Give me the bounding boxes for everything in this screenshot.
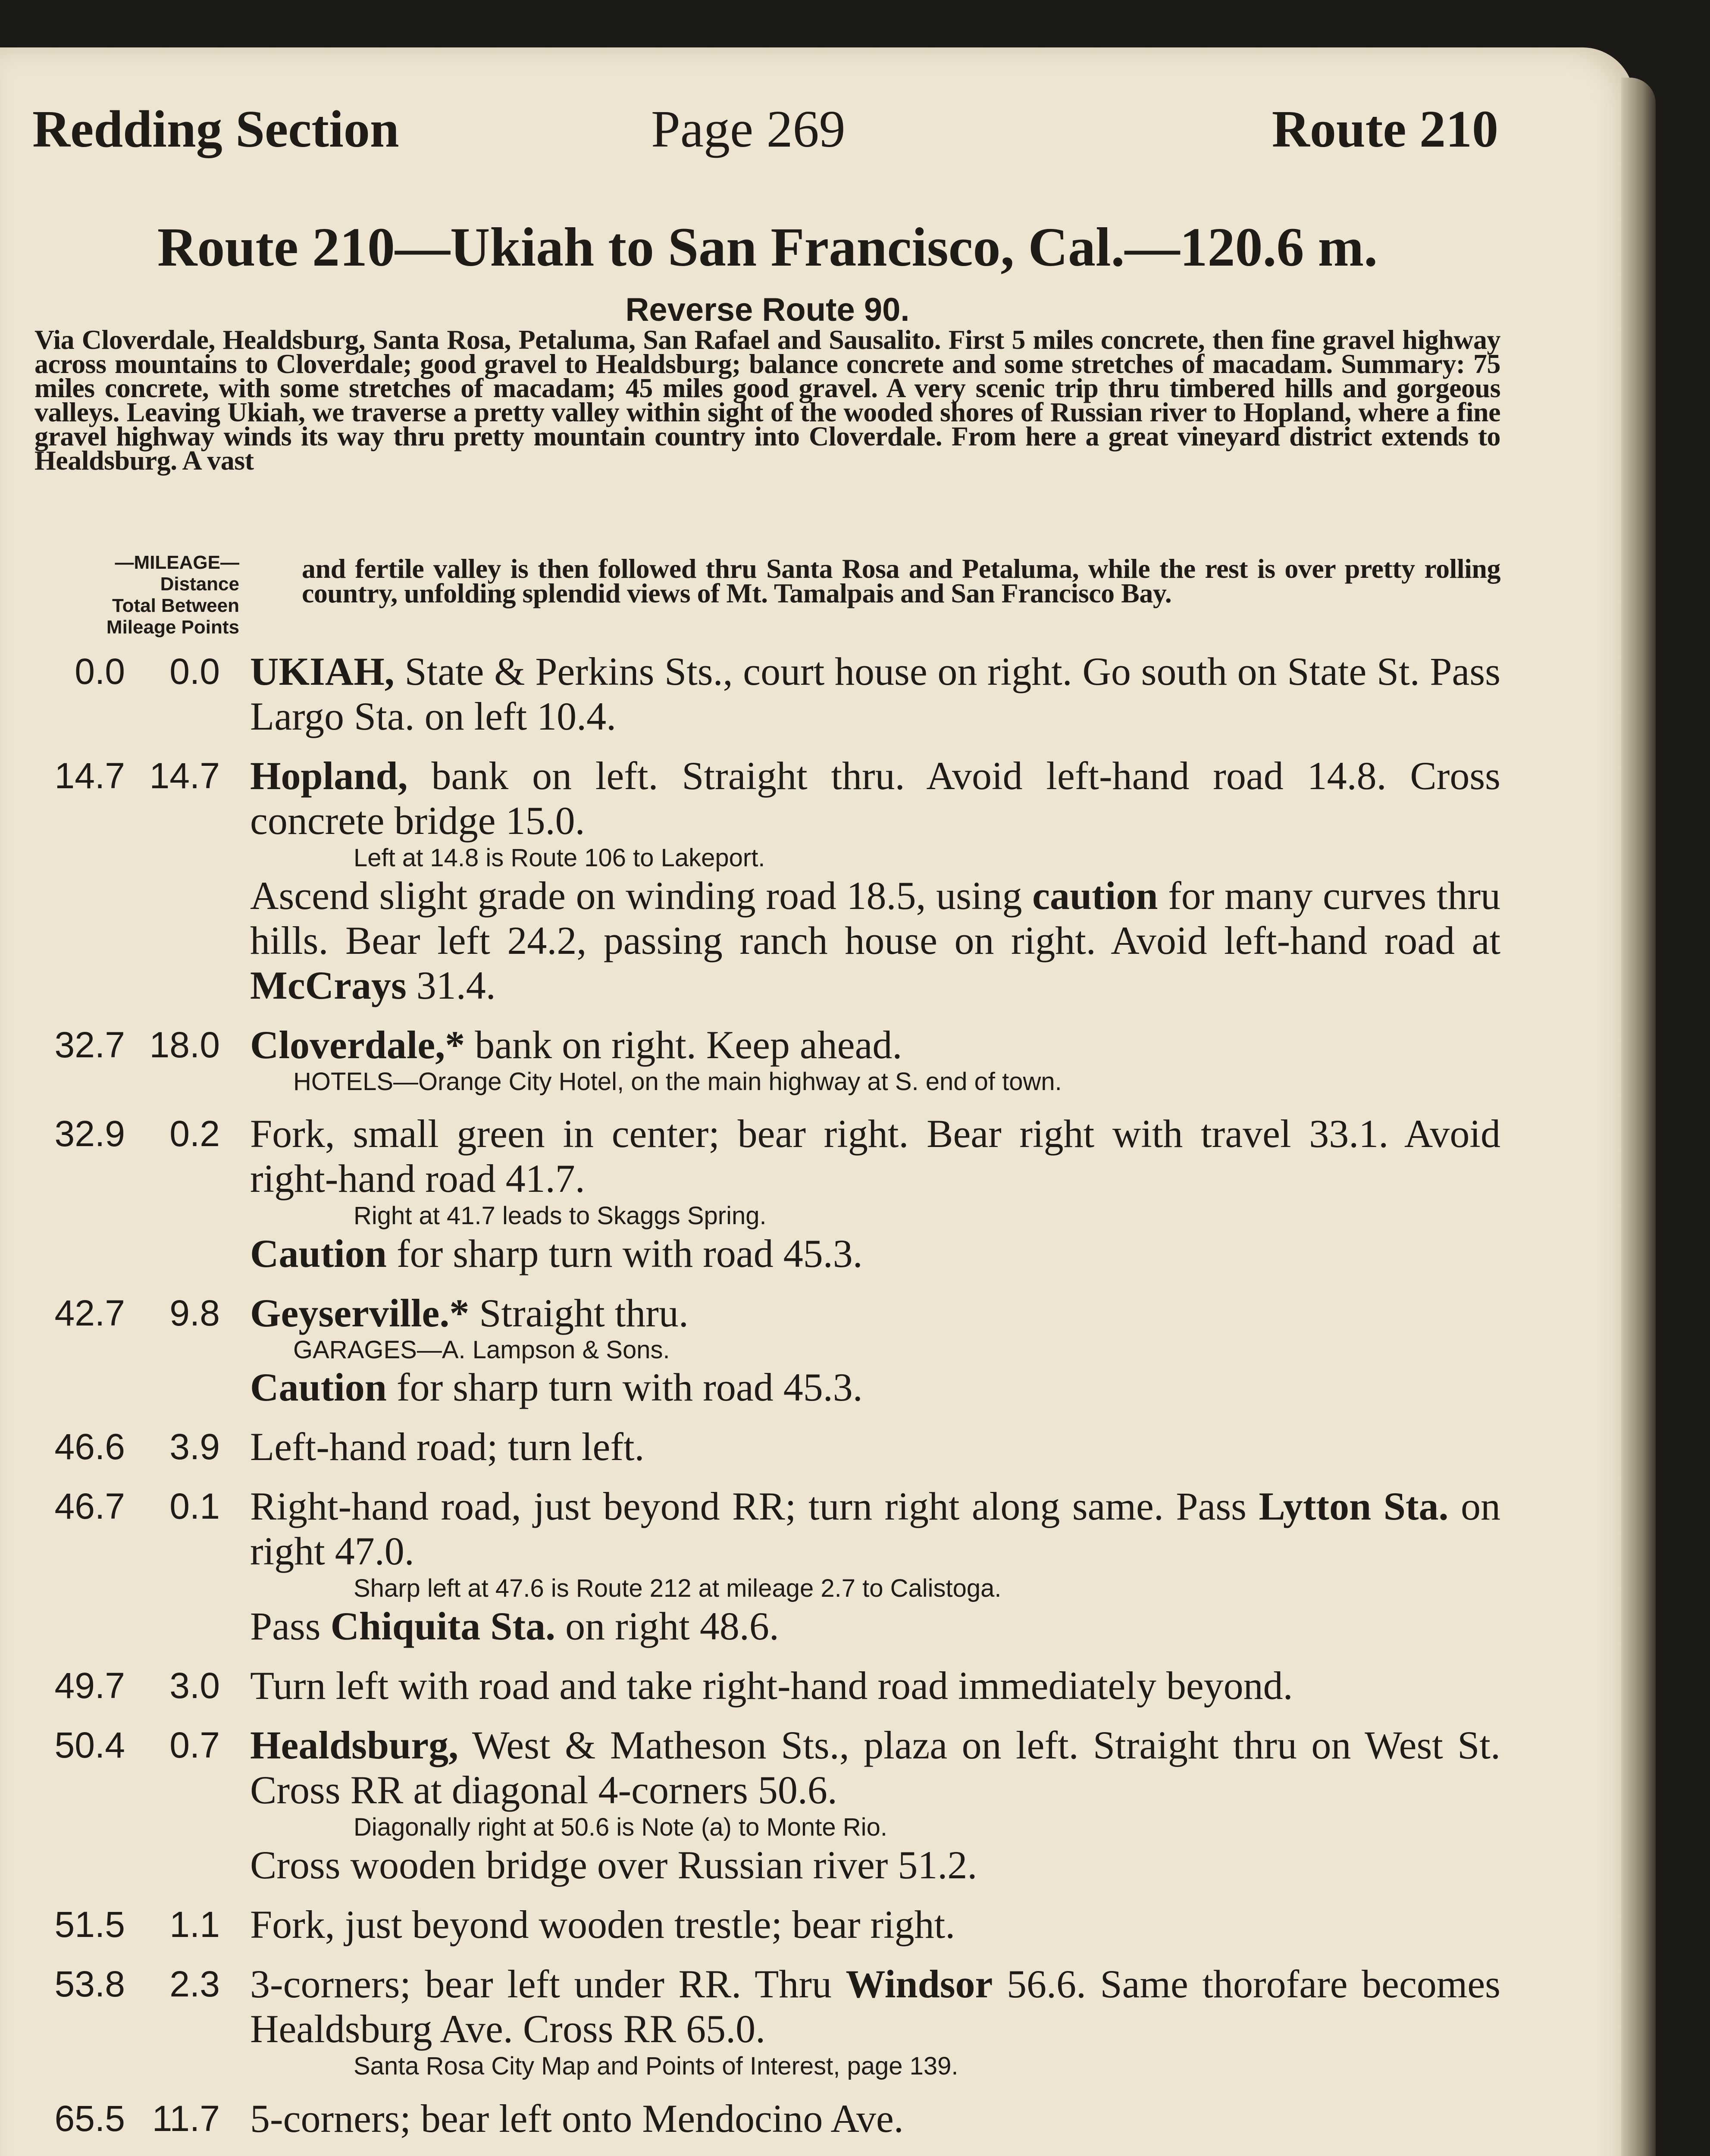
total-mileage: 49.7 [54, 1665, 125, 1706]
side-route-note: Diagonally right at 50.6 is Note (a) to Monte Rio. [354, 1813, 887, 1841]
mileage-column-header: —MILEAGE— Distance Total Between Mileage Points [106, 552, 239, 638]
route-description: Via Cloverdale, Healdsburg, Santa Rosa, Petaluma, San Rafael and Sausalito. First 5 miles concrete, then fine gravel highway across mountains to Cloverdale; good gravel to Healdsburg; balance concrete and some stretches of macadam. Summary: 75 miles concrete, with some stretches of macadam; 45 miles good gravel. A very scenic trip thru timbered hills and gorgeous valleys. Leaving Ukiah, we traverse a pretty valley within sight of the wooded shores of Russian river to Hopland, where a fine gravel highway winds its way thru pretty mountain country into Cloverdale. From here a great vineyard district extends to Healdsburg. A vast [34, 324, 1500, 476]
direction-entry [0, 1663, 1535, 1708]
section-name: Redding Section [32, 100, 399, 158]
total-mileage: 51.5 [54, 1904, 125, 1945]
total-mileage: 42.7 [54, 1293, 125, 1333]
total-mileage: 14.7 [54, 755, 125, 796]
side-route-note: Sharp left at 47.6 is Route 212 at mileage 2.7 to Calistoga. [354, 1574, 1002, 1602]
caution-note: Caution for sharp turn with road 45.3. [250, 1365, 863, 1409]
route-number: Route 210 [1272, 100, 1498, 158]
direction-text: Left-hand road; turn left. [250, 1425, 645, 1469]
direction-text: Right-hand road, just beyond RR; turn right along same. Pass Lytton Sta. on right 47.0. Sharp left at 47.6 is Route 212 at mileage 2.7 to Calistoga. Pass Chiquita Sta. on right 48.6. [250, 1484, 1500, 1648]
route-directions [0, 649, 1535, 2156]
direction-entry [0, 649, 1535, 739]
place-name: Cloverdale,* [250, 1023, 465, 1067]
direction-text: 5-corners; bear left onto Mendocino Ave. [250, 2096, 904, 2140]
page-edge [1621, 78, 1656, 2156]
page-number: Page 269 [651, 100, 846, 158]
direction-entry [0, 2096, 1535, 2141]
total-mileage: 46.7 [54, 1486, 125, 1526]
side-route-note: Santa Rosa City Map and Points of Interest, page 139. [354, 2052, 958, 2080]
between-mileage: 18.0 [149, 1025, 220, 1065]
direction-entry [0, 1424, 1535, 1469]
direction-entry [0, 753, 1535, 1008]
direction-entry [0, 1902, 1535, 1947]
route-subtitle: Reverse Route 90. [625, 291, 910, 328]
total-mileage: 0.0 [75, 651, 125, 692]
total-mileage: 53.8 [54, 1964, 125, 2004]
direction-text: Geyserville.* Straight thru. GARAGES—A. Lampson & Sons. Caution for sharp turn with road 45.3. [250, 1291, 1500, 1410]
total-mileage: 46.6 [54, 1426, 125, 1467]
garages-note: GARAGES—A. Lampson & Sons. [293, 1336, 670, 1364]
between-mileage: 11.7 [152, 2098, 220, 2139]
direction-text: UKIAH, State & Perkins Sts., court house on right. Go south on State St. Pass Largo Sta. on left 10.4. [250, 649, 1500, 738]
direction-entry [0, 1022, 1535, 1097]
caution-note: Caution for sharp turn with road 45.3. [250, 1232, 863, 1275]
between-mileage: 0.7 [169, 1725, 220, 1765]
direction-continuation: Pass Chiquita Sta. on right 48.6. [250, 1604, 779, 1648]
between-mileage: 3.0 [169, 1665, 220, 1706]
place-name: Hopland, [250, 754, 408, 798]
place-name: Geyserville.* [250, 1291, 470, 1335]
direction-continuation: Ascend slight grade on winding road 18.5, using caution for many curves thru hills. Bear left 24.2, passing ranch house on right. Avoid left-hand road at McCrays 31.4. [250, 874, 1500, 1007]
total-mileage: 65.5 [54, 2098, 125, 2139]
direction-text: Turn left with road and take right-hand road immediately beyond. [250, 1664, 1293, 1708]
route-description-continued: and fertile valley is then followed thru Santa Rosa and Petaluma, while the rest is over pretty rolling country, unfolding splendid views of Mt. Tamalpais and San Francisco Bay. [302, 553, 1500, 608]
direction-entry [0, 1484, 1535, 1648]
direction-entry [0, 1111, 1535, 1276]
total-mileage: 32.7 [54, 1025, 125, 1065]
between-mileage: 9.8 [169, 1293, 220, 1333]
side-route-note: Right at 41.7 leads to Skaggs Spring. [354, 1202, 767, 1230]
direction-text: Fork, just beyond wooden trestle; bear right. [250, 1902, 955, 1946]
between-mileage: 1.1 [169, 1904, 220, 1945]
direction-text: 3-corners; bear left under RR. Thru Windsor 56.6. Same thorofare becomes Healdsburg Ave. Cross RR 65.0. Santa Rosa City Map and Points of Interest, page 139. [250, 1962, 1500, 2081]
direction-text: Hopland, bank on left. Straight thru. Avoid left-hand road 14.8. Cross concrete bridge 15.0. Left at 14.8 is Route 106 to Lakeport. Ascend slight grade on winding road 18.5, using caution for many curves thru hills. Bear left 24.2, passing ranch house on right. Avoid left-hand road at McCrays 31.4. [250, 754, 1500, 1007]
total-mileage: 32.9 [54, 1113, 125, 1154]
between-mileage: 0.0 [169, 651, 220, 692]
side-route-note: Left at 14.8 is Route 106 to Lakeport. [354, 844, 765, 872]
between-mileage: 0.2 [169, 1113, 220, 1154]
hotels-note: HOTELS—Orange City Hotel, on the main highway at S. end of town. [293, 1068, 1062, 1096]
between-mileage: 0.1 [169, 1486, 220, 1526]
total-mileage: 50.4 [54, 1725, 125, 1765]
direction-continuation: Cross wooden bridge over Russian river 51.2. [250, 1843, 977, 1887]
between-mileage: 3.9 [169, 1426, 220, 1467]
direction-entry [0, 1291, 1535, 1410]
between-mileage: 2.3 [169, 1964, 220, 2004]
between-mileage: 14.7 [149, 755, 220, 796]
route-title: Route 210—Ukiah to San Francisco, Cal.—120.6 m. [157, 216, 1378, 278]
direction-text: Healdsburg, West & Matheson Sts., plaza on left. Straight thru on West St. Cross RR at diagonal 4-corners 50.6. Diagonally right at 50.6 is Note (a) to Monte Rio. Cross wooden bridge over Russian river 51.2. [250, 1723, 1500, 1887]
direction-text: Cloverdale,* bank on right. Keep ahead. HOTELS—Orange City Hotel, on the main highway at S. end of town. [250, 1022, 1500, 1097]
place-name: UKIAH, [250, 649, 395, 693]
direction-entry [0, 1962, 1535, 2081]
place-name: Healdsburg, [250, 1723, 459, 1767]
direction-entry [0, 1723, 1535, 1887]
direction-text: Fork, small green in center; bear right. Bear right with travel 33.1. Avoid right-hand road 41.7. Right at 41.7 leads to Skaggs Spring. Caution for sharp turn with road 45.3. [250, 1112, 1500, 1275]
